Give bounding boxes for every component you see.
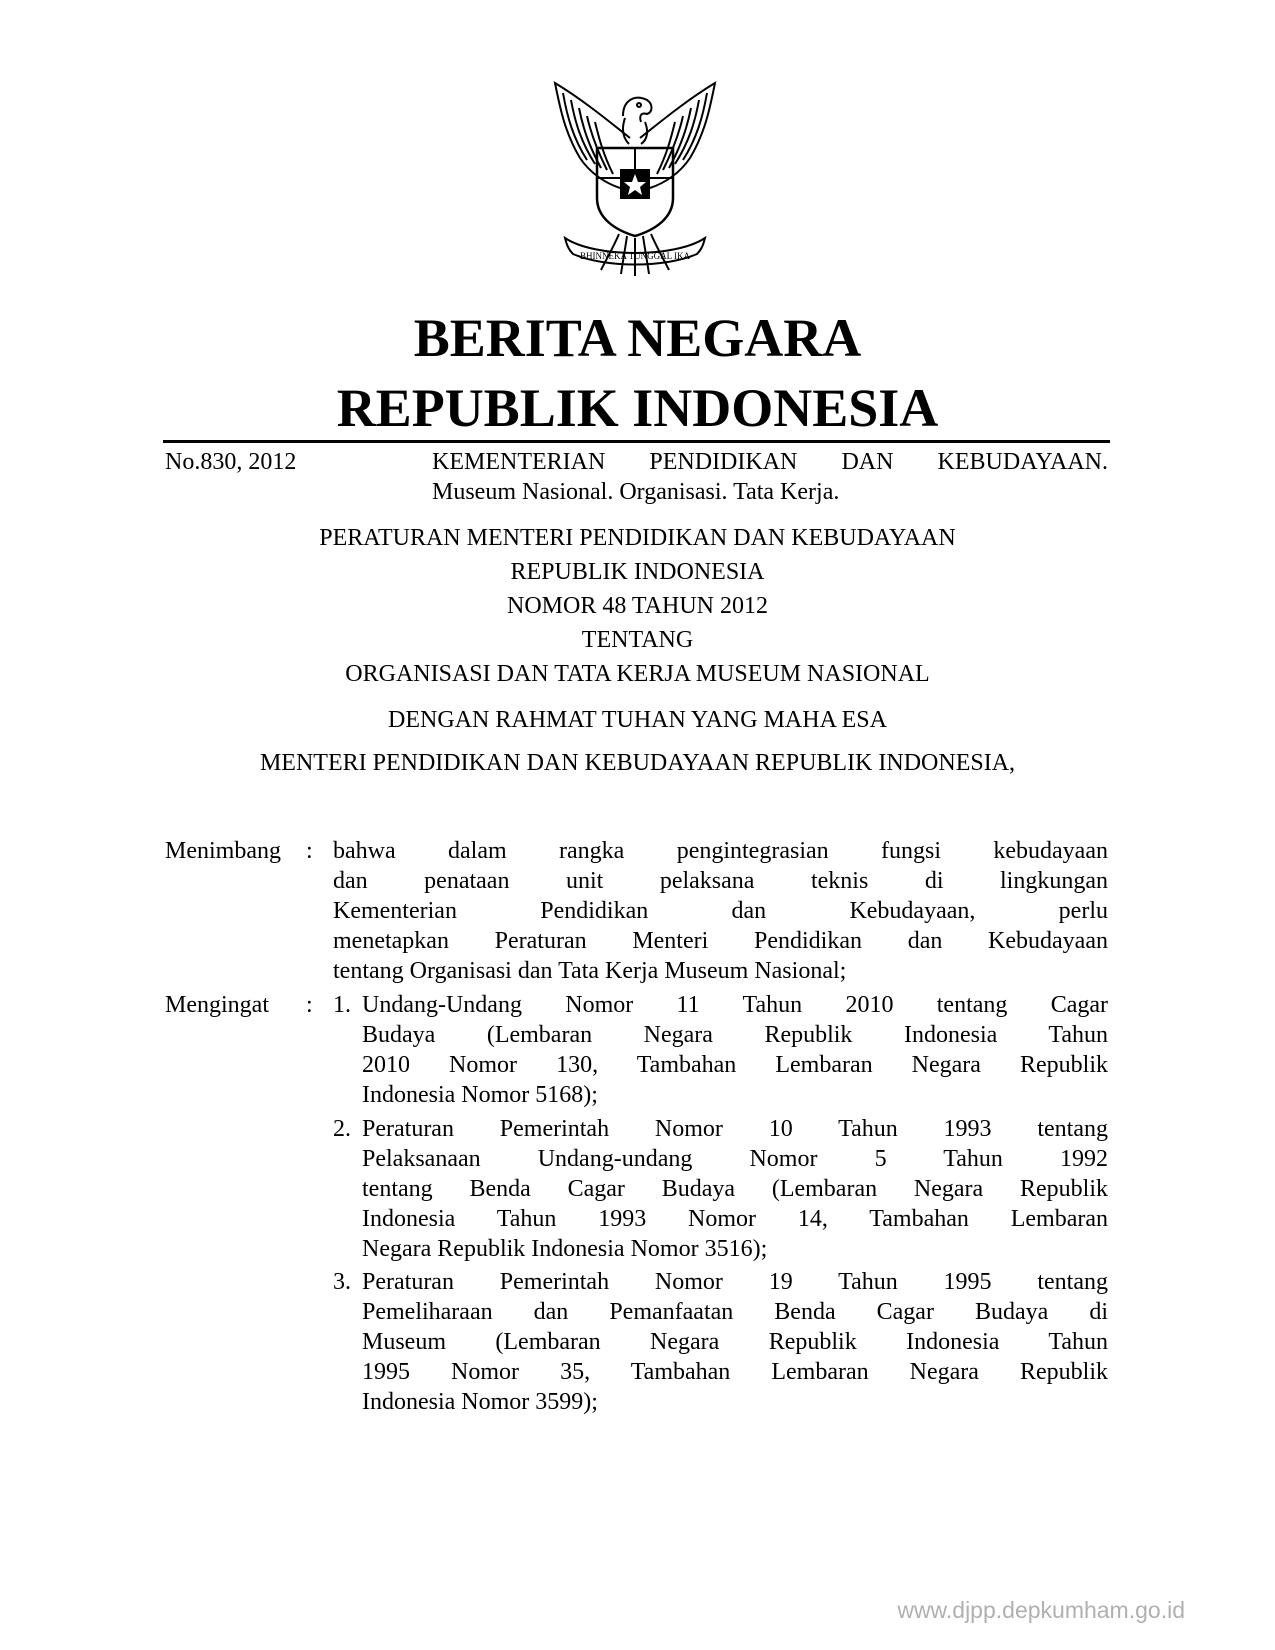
category-line: Museum Nasional. Organisasi. Tata Kerja. <box>432 479 840 505</box>
menimbang-colon: : <box>306 838 313 864</box>
gazette-category <box>432 447 1108 507</box>
text-line: Indonesia Tahun 1993 Nomor 14, Tambahan Lembaran <box>362 1206 1108 1232</box>
text-line: Undang-Undang Nomor 11 Tahun 2010 tentang Cagar <box>362 992 1108 1018</box>
footer-url: www.djpp.depkumham.go.id <box>897 1597 1185 1623</box>
text-line: tentang Organisasi dan Tata Kerja Museum Nasional; <box>333 958 847 984</box>
list-item-number: 1. <box>333 992 351 1018</box>
masthead-divider <box>163 440 1110 443</box>
list-item-number: 3. <box>333 1269 351 1295</box>
list-item <box>362 1267 1108 1417</box>
text-line: Indonesia Nomor 3599); <box>362 1389 598 1415</box>
emblem-motto: BHINNEKA TUNGGAL IKA <box>580 251 690 261</box>
regulation-title-line: PERATURAN MENTERI PENDIDIKAN DAN KEBUDAYAAN <box>319 525 956 551</box>
list-item <box>362 1114 1108 1264</box>
masthead-title-line2: REPUBLIK INDONESIA <box>336 378 939 438</box>
menimbang-text <box>333 836 1108 986</box>
text-line: Peraturan Pemerintah Nomor 10 Tahun 1993 tentang <box>362 1116 1108 1142</box>
menimbang-label: Menimbang <box>165 838 281 864</box>
text-line: Kementerian Pendidikan dan Kebudayaan, perlu <box>333 898 1108 924</box>
text-line: menetapkan Peraturan Menteri Pendidikan dan Kebudayaan <box>333 928 1108 954</box>
garuda-emblem-icon <box>535 78 735 278</box>
text-line: 2010 Nomor 130, Tambahan Lembaran Negara Republik <box>362 1052 1108 1078</box>
text-line: Peraturan Pemerintah Nomor 19 Tahun 1995 tentang <box>362 1269 1108 1295</box>
preamble-line: DENGAN RAHMAT TUHAN YANG MAHA ESA <box>388 707 887 733</box>
text-line: bahwa dalam rangka pengintegrasian fungsi kebudayaan <box>333 838 1108 864</box>
list-item <box>362 990 1108 1110</box>
text-line: dan penataan unit pelaksana teknis di lingkungan <box>333 868 1108 894</box>
list-item-number: 2. <box>333 1116 351 1142</box>
mengingat-colon: : <box>306 992 313 1018</box>
regulation-title-line: NOMOR 48 TAHUN 2012 <box>507 593 768 619</box>
category-line: KEMENTERIAN PENDIDIKAN DAN KEBUDAYAAN. <box>432 449 1108 475</box>
text-line: Pelaksanaan Undang-undang Nomor 5 Tahun 1992 <box>362 1146 1108 1172</box>
gazette-number: No.830, 2012 <box>165 449 297 475</box>
text-line: Indonesia Nomor 5168); <box>362 1082 598 1108</box>
text-line: Museum (Lembaran Negara Republik Indonesia Tahun <box>362 1329 1108 1355</box>
masthead-title-line1: BERITA NEGARA <box>413 308 862 368</box>
text-line: tentang Benda Cagar Budaya (Lembaran Negara Republik <box>362 1176 1108 1202</box>
text-line: Pemeliharaan dan Pemanfaatan Benda Cagar Budaya di <box>362 1299 1108 1325</box>
text-line: Negara Republik Indonesia Nomor 3516); <box>362 1236 768 1262</box>
preamble-line: MENTERI PENDIDIKAN DAN KEBUDAYAAN REPUBLIK INDONESIA, <box>259 750 1016 776</box>
regulation-title-line: TENTANG <box>581 627 694 653</box>
regulation-title-line: ORGANISASI DAN TATA KERJA MUSEUM NASIONAL <box>345 661 930 687</box>
regulation-title-line: REPUBLIK INDONESIA <box>510 559 765 585</box>
text-line: Budaya (Lembaran Negara Republik Indonesia Tahun <box>362 1022 1108 1048</box>
text-line: 1995 Nomor 35, Tambahan Lembaran Negara Republik <box>362 1359 1108 1385</box>
mengingat-label: Mengingat <box>165 992 269 1018</box>
